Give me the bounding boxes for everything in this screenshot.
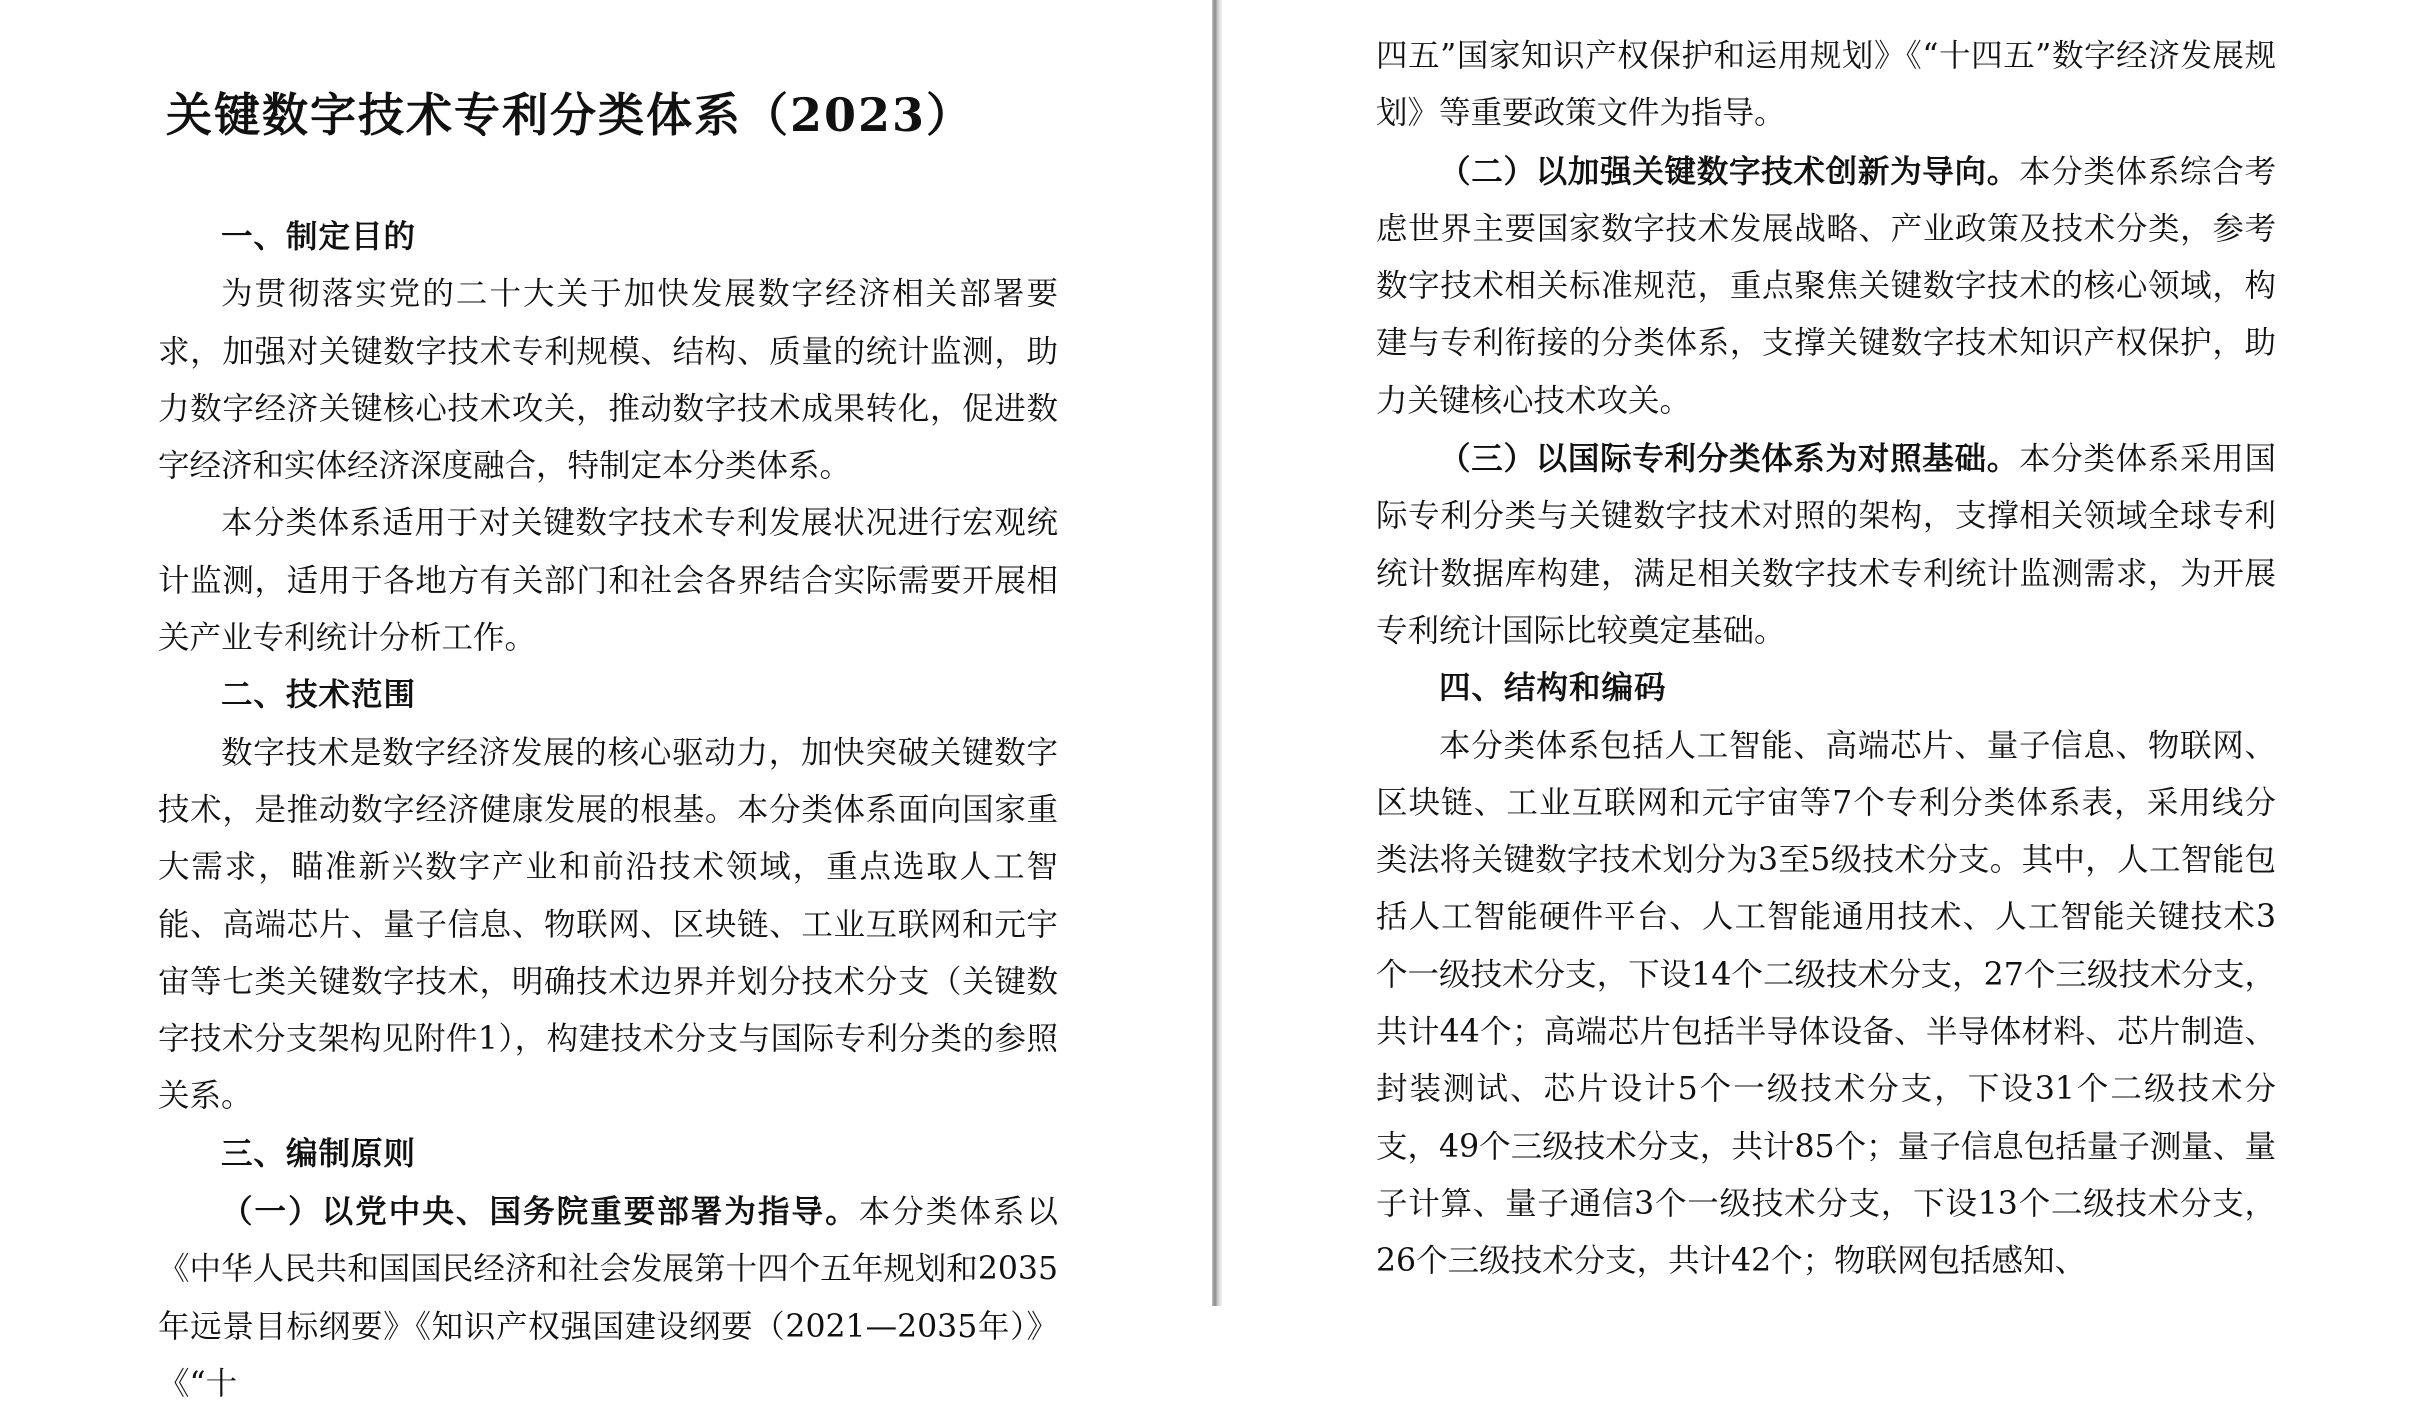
section-heading-purpose: 一、制定目的 [221, 219, 417, 255]
section-heading-principles: 三、编制原则 [221, 1135, 417, 1172]
document-page-right [1222, 0, 2414, 1306]
principle-1-text: 本分类体系以《中华人民共和国国民经济和社会发展第十四个五年规划和2035年远景目标纲要》《知识产权强国建设纲要（2021—2035年）》《“十 [158, 1194, 1058, 1402]
document-title: 关键数字技术专利分类体系（2023） [165, 88, 975, 142]
paragraph-principle-2 [1376, 143, 2276, 430]
right-page-body [1376, 28, 2276, 1291]
paragraph-principle-1 [158, 1183, 1058, 1413]
section-heading-scope: 二、技术范围 [221, 677, 417, 714]
paragraph-scope-1: 数字技术是数字经济发展的核心驱动力，加快突破关键数字技术，是推动数字经济健康发展的根基。本分类体系面向国家重大需求，瞄准新兴数字产业和前沿技术领域，重点选取人工智能、高端芯片、量子信息、物联网、区块链、工业互联网和元宇宙等七类关键数字技术，明确技术边界并划分技术分支（关键数字技术分支架构见附件1），构建技术分支与国际专利分类的参照关系。 [158, 734, 1058, 1115]
principle-2-lead: （二）以加强关键数字技术创新为导向。 [1439, 152, 2019, 190]
principle-3-text: 本分类体系采用国际专利分类与关键数字技术对照的架构，支撑相关领域全球专利统计数据库构建，满足相关数字技术专利统计监测需求，为开展专利统计国际比较奠定基础。 [1376, 441, 2276, 649]
paragraph-purpose-1: 为贯彻落实党的二十大关于加快发展数字经济相关部署要求，加强对关键数字技术专利规模、结构、质量的统计监测，助力数字经济关键核心技术攻关，推动数字技术成果转化，促进数字经济和实体经济深度融合，特制定本分类体系。 [158, 276, 1058, 485]
section-heading-structure: 四、结构和编码 [1439, 670, 1667, 707]
left-page-body [158, 209, 1058, 1413]
paragraph-principle-1-continued: 四五”国家知识产权保护和运用规划》《“十四五”数字经济发展规划》等重要政策文件为指导。 [1376, 38, 2276, 132]
page-divider [1212, 0, 1222, 1306]
principle-1-lead: （一）以党中央、国务院重要部署为指导。 [221, 1193, 859, 1231]
paragraph-structure-1: 本分类体系包括人工智能、高端芯片、量子信息、物联网、区块链、工业互联网和元宇宙等7个专利分类体系表，采用线分类法将关键数字技术划分为3至5级技术分支。其中，人工智能包括人工智能硬件平台、人工智能通用技术、人工智能关键技术3个一级技术分支，下设14个二级技术分支，27个三级技术分支，共计44个；高端芯片包括半导体设备、半导体材料、芯片制造、封装测试、芯片设计5个一级技术分支，下设31个二级技术分支，49个三级技术分支，共计85个；量子信息包括量子测量、量子计算、量子通信3个一级技术分支，下设13个二级技术分支，26个三级技术分支，共计42个；物联网包括感知、 [1376, 727, 2276, 1280]
paragraph-principle-3 [1376, 430, 2276, 660]
document-page-left [0, 0, 1212, 1402]
paragraph-purpose-2: 本分类体系适用于对关键数字技术专利发展状况进行宏观统计监测，适用于各地方有关部门和社会各界结合实际需要开展相关产业专利统计分析工作。 [158, 505, 1058, 657]
principle-2-text: 本分类体系综合考虑世界主要国家数字技术发展战略、产业政策及技术分类，参考数字技术相关标准规范，重点聚焦关键数字技术的核心领域，构建与专利衔接的分类体系，支撑关键数字技术知识产权保护，助力关键核心技术攻关。 [1376, 153, 2276, 419]
principle-3-lead: （三）以国际专利分类体系为对照基础。 [1439, 440, 2019, 478]
